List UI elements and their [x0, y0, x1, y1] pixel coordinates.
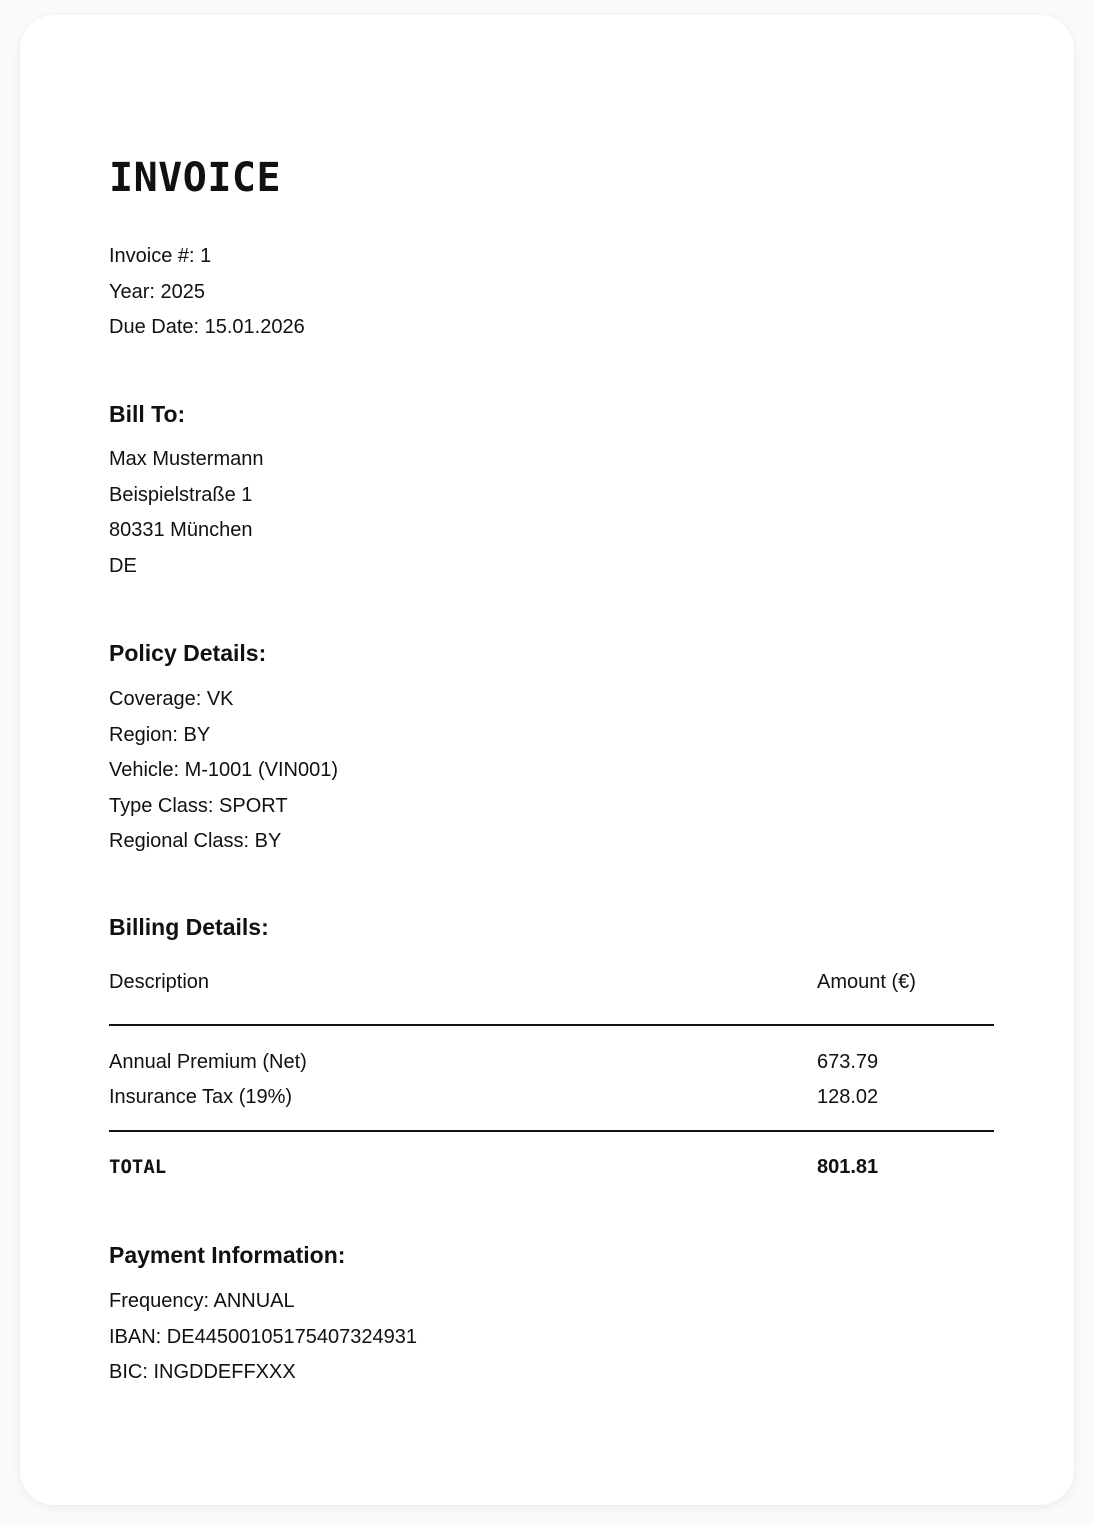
- column-header-description: Description: [109, 971, 210, 993]
- policy-coverage: Coverage: VK: [109, 688, 234, 710]
- payment-iban: IBAN: DE44500105175407324931: [109, 1325, 418, 1348]
- billing-details-heading: Billing Details:: [109, 914, 269, 940]
- row-description: Insurance Tax (19%): [109, 1086, 293, 1108]
- row-amount: 128.02: [817, 1086, 879, 1108]
- policy-vehicle: Vehicle: M-1001 (VIN001): [109, 759, 339, 781]
- row-description: Annual Premium (Net): [109, 1051, 307, 1073]
- invoice-meta: [109, 239, 305, 346]
- policy-regional-class: Regional Class: BY: [109, 830, 282, 852]
- total-amount: 801.81: [817, 1156, 879, 1178]
- column-header-amount: Amount (€): [817, 971, 916, 993]
- billing-rows: [109, 1045, 994, 1115]
- total-divider: [109, 1130, 994, 1132]
- payment-frequency: Frequency: ANNUAL: [109, 1290, 295, 1312]
- total-label: TOTAL: [109, 1156, 167, 1178]
- bill-to-street: Beispielstraße 1: [109, 483, 253, 506]
- billing-table-header: [109, 965, 994, 1000]
- policy-details: [109, 682, 338, 860]
- invoice-card: [20, 15, 1074, 1505]
- invoice-year: Year: 2025: [109, 280, 206, 303]
- bill-to-city: 80331 München: [109, 519, 253, 541]
- invoice-due-date: Due Date: 15.01.2026: [109, 316, 305, 338]
- policy-type-class: Type Class: SPORT: [109, 794, 288, 817]
- table-row: [109, 1080, 994, 1115]
- billing-table: [109, 965, 994, 1178]
- payment-information: [109, 1284, 417, 1391]
- policy-region: Region: BY: [109, 723, 211, 746]
- invoice-number: Invoice #: 1: [109, 245, 212, 267]
- payment-bic: BIC: INGDDEFFXXX: [109, 1361, 296, 1383]
- row-amount: 673.79: [817, 1051, 879, 1073]
- policy-details-heading: Policy Details:: [109, 640, 267, 666]
- header-divider: [109, 1024, 994, 1026]
- bill-to-address: [109, 442, 264, 584]
- table-row: [109, 1045, 994, 1080]
- total-row: [109, 1150, 994, 1185]
- bill-to-country: DE: [109, 554, 137, 577]
- payment-information-heading: Payment Information:: [109, 1242, 346, 1268]
- bill-to-heading: Bill To:: [109, 401, 186, 427]
- bill-to-name: Max Mustermann: [109, 448, 264, 470]
- invoice-title: INVOICE: [109, 155, 282, 201]
